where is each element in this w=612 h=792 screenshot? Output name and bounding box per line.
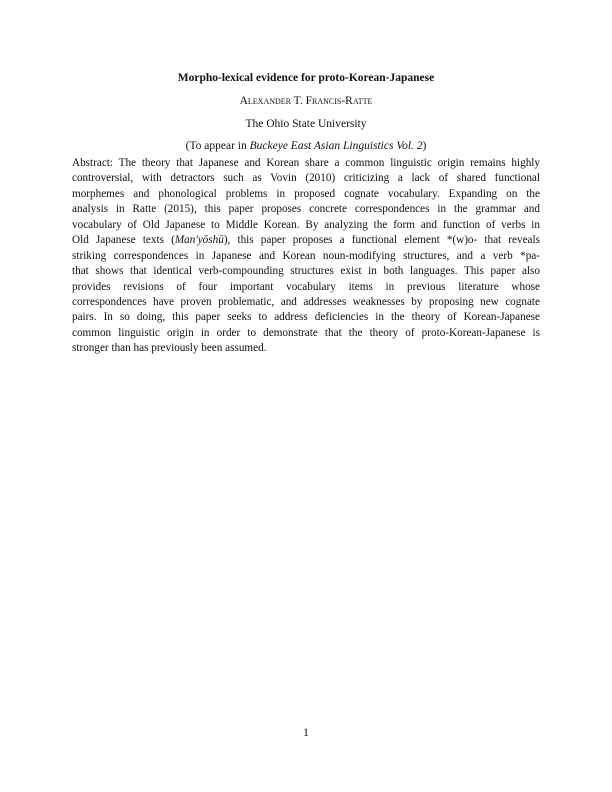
abstract [72, 156, 540, 357]
abstract-line: that shows that identical verb-compounding structures exist in both languages. This paper also [72, 265, 540, 278]
author-first-name: Alexander [239, 95, 292, 107]
abstract-line: provides revisions of four important vocabulary items in previous literature whose [72, 280, 540, 293]
paper-title: Morpho-lexical evidence for proto-Korean-Japanese [177, 72, 435, 84]
abstract-line: controversial, with detractors such as Vovin (2010) criticizing a lack of shared functional [72, 172, 540, 185]
abstract-line: pairs. In so doing, this paper seeks to address deficiencies in the theory of Korean-Japanese [72, 311, 540, 324]
author-affiliation: The Ohio State University [245, 118, 367, 130]
abstract-line [72, 233, 540, 248]
abstract-line: Abstract: The theory that Japanese and Korean share a common linguistic origin remains highly [72, 157, 540, 169]
page-number: 1 [303, 727, 309, 739]
abstract-line: common linguistic origin in order to demonstrate that the theory of proto-Korean-Japanese is [72, 326, 540, 339]
author-last-name: Francis-Ratte [305, 95, 373, 107]
abstract-italic-term: Man'yōshū [174, 234, 224, 247]
abstract-line: vocabulary of Old Japanese to Middle Korean. By analyzing the form and function of verbs in [72, 218, 540, 231]
publication-venue: Buckeye East Asian Linguistics Vol. 2 [249, 140, 423, 152]
abstract-line: stronger than has previously been assumed. [72, 342, 267, 355]
abstract-line: morphemes and phonological problems in proposed cognate vocabulary. Expanding on the [72, 187, 540, 200]
publication-note-prefix: (To appear in [185, 140, 250, 152]
abstract-line: analysis in Ratte (2015), this paper proposes concrete correspondences in the grammar and [72, 203, 540, 216]
author-name [72, 93, 540, 109]
abstract-line-end: ), this paper proposes a functional element *(w)o- that reveals [223, 234, 540, 247]
abstract-line-start: Old Japanese texts ( [72, 234, 175, 247]
publication-note-suffix: ) [422, 140, 427, 152]
abstract-line: striking correspondences in Japanese and Korean noun-modifying structures, and a verb *pa- [72, 249, 540, 262]
publication-note [72, 138, 540, 154]
abstract-line: correspondences have proven problematic, and addresses weaknesses by proposing new cognate [72, 295, 540, 308]
author-initial: T. [291, 95, 306, 107]
